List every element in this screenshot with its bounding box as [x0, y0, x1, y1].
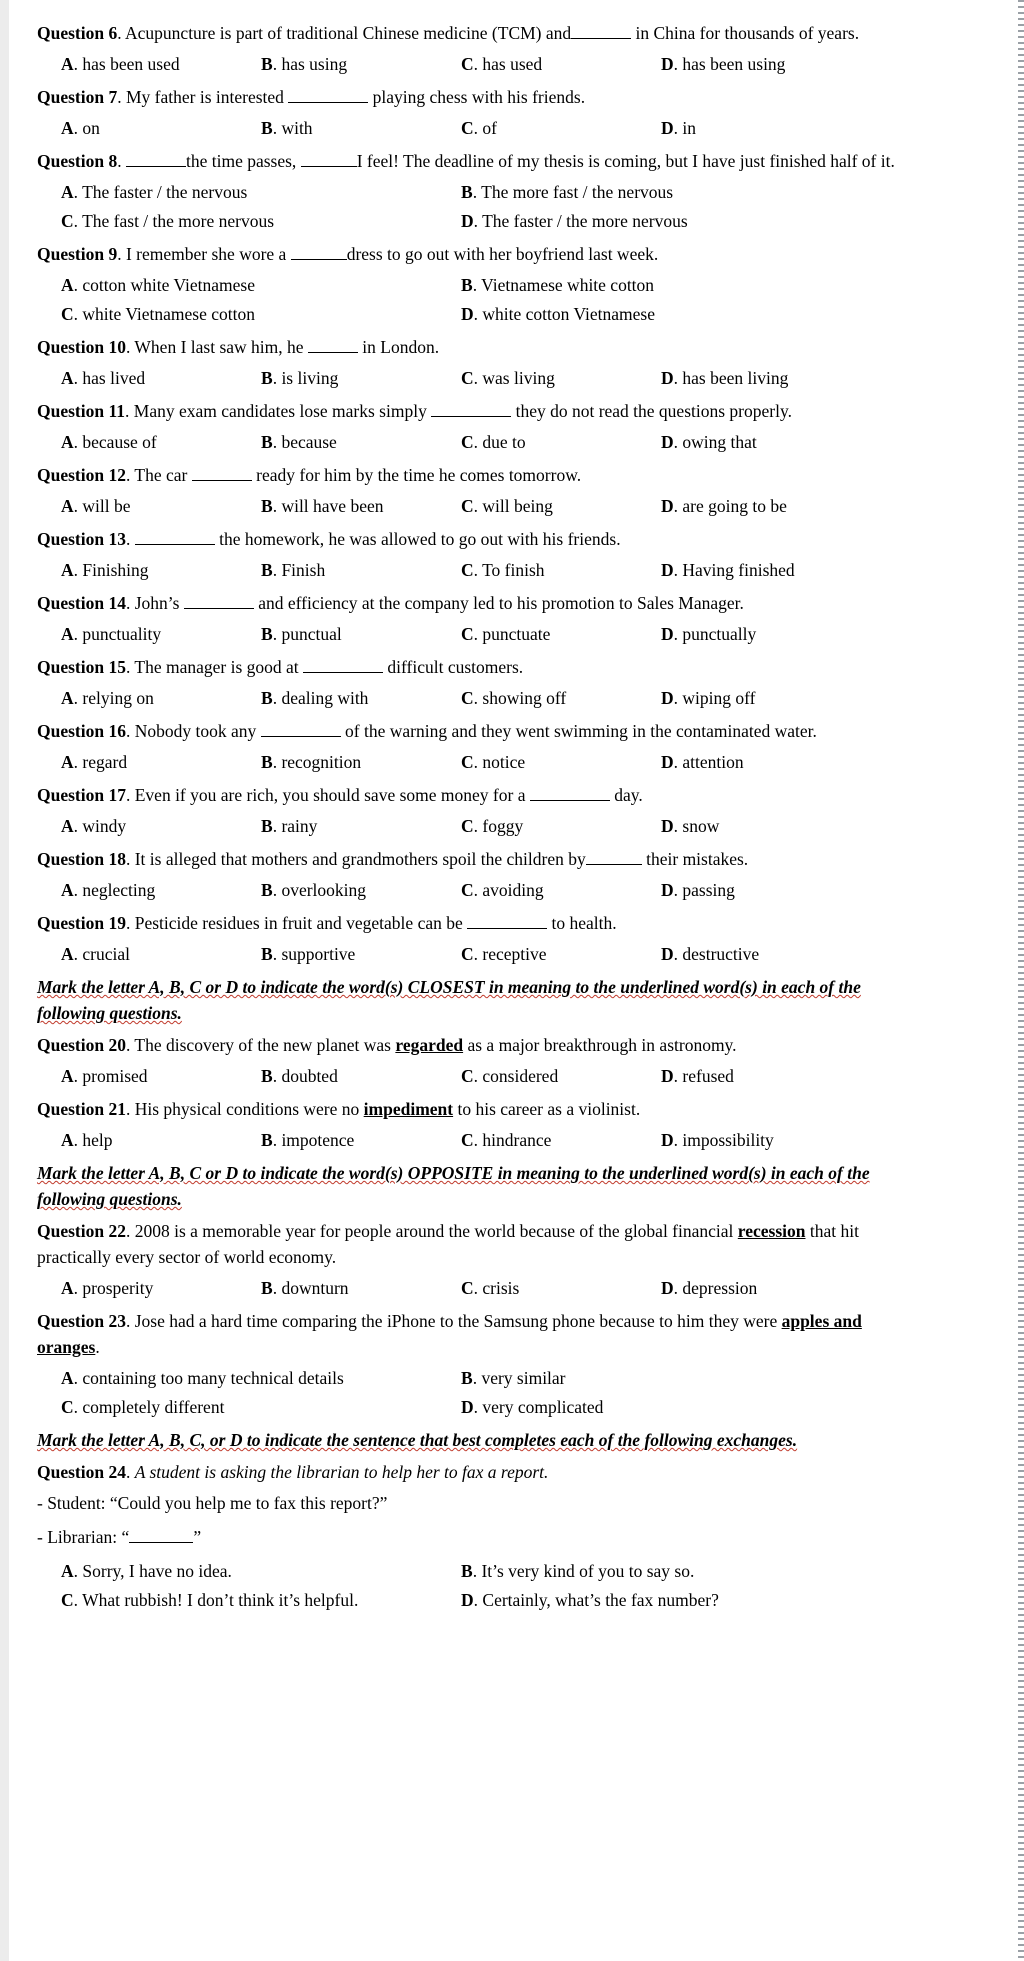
options-q17 [61, 813, 917, 839]
answer-blank [586, 846, 642, 865]
option-a[interactable]: A. help [61, 1130, 113, 1150]
question-12: Question 12. The car ready for him by the time he comes tomorrow. [37, 462, 917, 488]
answer-blank [192, 462, 252, 481]
answer-blank [288, 84, 368, 103]
question-label: Question 22 [37, 1221, 126, 1241]
option-d[interactable]: D. The faster / the more nervous [461, 211, 688, 231]
option-a[interactable]: A. has lived [61, 368, 146, 388]
answer-blank [126, 148, 186, 167]
underlined-word: apples and oranges [37, 1311, 862, 1357]
question-label: Question 6 [37, 23, 118, 43]
option-b[interactable]: B. is living [261, 368, 339, 388]
option-d[interactable]: D. wiping off [661, 688, 756, 708]
options-q24-row2 [61, 1587, 917, 1613]
option-c[interactable]: C. notice [461, 752, 526, 772]
options-q22 [61, 1275, 917, 1301]
question-19: Question 19. Pesticide residues in fruit and vegetable can be to health. [37, 910, 917, 936]
option-b[interactable]: B. dealing with [261, 688, 369, 708]
option-d[interactable]: D. refused [661, 1066, 734, 1086]
option-d[interactable]: D. punctually [661, 624, 757, 644]
question-label: Question 13 [37, 529, 126, 549]
option-b[interactable]: B. It’s very kind of you to say so. [461, 1561, 695, 1581]
question-label: Question 8 [37, 151, 118, 171]
option-a[interactable]: A. will be [61, 496, 131, 516]
dialogue-librarian: - Librarian: “ ” [37, 1524, 917, 1550]
option-a[interactable]: A. crucial [61, 944, 130, 964]
question-22: Question 22. 2008 is a memorable year for people around the world because of the global financial recession that hit practically every sector of world economy. [37, 1221, 859, 1267]
option-a[interactable]: A. on [61, 118, 100, 138]
option-a[interactable]: A. punctuality [61, 624, 162, 644]
right-edge-scrollbar[interactable] [1018, 0, 1024, 1961]
question-label: Question 18 [37, 849, 126, 869]
option-a[interactable]: A. cotton white Vietnamese [61, 275, 255, 295]
answer-blank [467, 910, 547, 929]
option-b[interactable]: B. Vietnamese white cotton [461, 275, 655, 295]
question-label: Question 17 [37, 785, 126, 805]
answer-blank [291, 241, 347, 260]
question-label: Question 21 [37, 1099, 126, 1119]
question-label: Question 12 [37, 465, 126, 485]
options-q19 [61, 941, 917, 967]
option-d[interactable]: D. destructive [661, 944, 760, 964]
option-c[interactable]: C. The fast / the more nervous [61, 211, 275, 231]
option-b[interactable]: B. because [261, 432, 337, 452]
answer-blank [261, 718, 341, 737]
option-a[interactable]: A. has been used [61, 54, 180, 74]
option-c[interactable]: C. What rubbish! I don’t think it’s helpful. [61, 1590, 359, 1610]
option-a[interactable]: A. Finishing [61, 560, 149, 580]
option-a[interactable]: A. neglecting [61, 880, 156, 900]
option-b[interactable]: B. very similar [461, 1368, 566, 1388]
options-q24 [61, 1558, 917, 1584]
option-c[interactable]: C. avoiding [461, 880, 544, 900]
option-c[interactable]: C. completely different [61, 1397, 225, 1417]
question-7: Question 7. My father is interested playing chess with his friends. [37, 84, 917, 110]
question-24: Question 24. A student is asking the librarian to help her to fax a report. [37, 1462, 549, 1482]
option-d[interactable]: D. Having finished [661, 560, 795, 580]
options-q23-row2 [61, 1394, 917, 1420]
answer-blank [431, 398, 511, 417]
question-15: Question 15. The manager is good at difficult customers. [37, 654, 917, 680]
answer-blank [135, 526, 215, 545]
option-b[interactable]: B. downturn [261, 1278, 349, 1298]
options-q15 [61, 685, 917, 711]
question-10: Question 10. When I last saw him, he in London. [37, 334, 917, 360]
option-d[interactable]: D. in [661, 118, 697, 138]
option-d[interactable]: D. has been using [661, 54, 786, 74]
question-8: Question 8. the time passes, I feel! The deadline of my thesis is coming, but I have just finished half of it. [37, 148, 917, 174]
question-label: Question 10 [37, 337, 126, 357]
option-d[interactable]: D. attention [661, 752, 744, 772]
option-d[interactable]: D. Certainly, what’s the fax number? [461, 1590, 719, 1610]
option-a[interactable]: A. because of [61, 432, 157, 452]
option-a[interactable]: A. relying on [61, 688, 154, 708]
options-q12 [61, 493, 917, 519]
answer-blank [571, 20, 631, 39]
option-b[interactable]: B. punctual [261, 624, 342, 644]
answer-blank [129, 1524, 193, 1543]
question-text: . Acupuncture is part of traditional Chinese medicine (TCM) and [117, 23, 572, 43]
question-text: in China for thousands of years. [631, 23, 860, 43]
question-label: Question 19 [37, 913, 126, 933]
option-d[interactable]: D. has been living [661, 368, 789, 388]
option-a[interactable]: A. prosperity [61, 1278, 154, 1298]
question-label: Question 7 [37, 87, 118, 107]
question-9: Question 9. I remember she wore a dress to go out with her boyfriend last week. [37, 241, 917, 267]
underlined-word: regarded [395, 1035, 464, 1055]
options-q18 [61, 877, 917, 903]
question-6 [37, 20, 917, 46]
question-label: Question 15 [37, 657, 126, 677]
section-instruction-opposite: Mark the letter A, B, C or D to indicate the word(s) OPPOSITE in meaning to the underlined word(s) in each of the following questions. [37, 1163, 870, 1209]
option-c[interactable]: C. foggy [461, 816, 524, 836]
question-21: Question 21. His physical conditions were no impediment to his career as a violinist. [37, 1099, 641, 1119]
question-18: Question 18. It is alleged that mothers and grandmothers spoil the children by their mistakes. [37, 846, 917, 872]
option-d[interactable]: D. passing [661, 880, 735, 900]
option-d[interactable]: D. very complicated [461, 1397, 604, 1417]
options-q14 [61, 621, 917, 647]
option-d[interactable]: D. snow [661, 816, 720, 836]
options-q6 [61, 51, 917, 77]
option-c[interactable]: C. crisis [461, 1278, 520, 1298]
option-c[interactable]: C. has used [461, 54, 543, 74]
question-label: Question 16 [37, 721, 126, 741]
underlined-word: impediment [363, 1099, 454, 1119]
question-label: Question 20 [37, 1035, 126, 1055]
option-b[interactable]: B. recognition [261, 752, 362, 772]
option-a[interactable]: A. regard [61, 752, 128, 772]
answer-blank [184, 590, 254, 609]
question-13: Question 13. the homework, he was allowed to go out with his friends. [37, 526, 917, 552]
option-c[interactable]: C. white Vietnamese cotton [61, 304, 255, 324]
option-c[interactable]: C. considered [461, 1066, 559, 1086]
option-c[interactable]: C. will being [461, 496, 553, 516]
underlined-word: recession [737, 1221, 806, 1241]
option-c[interactable]: C. showing off [461, 688, 567, 708]
option-b[interactable]: B. The more fast / the nervous [461, 182, 674, 202]
options-q8 [61, 179, 917, 205]
option-c[interactable]: C. To finish [461, 560, 545, 580]
option-a[interactable]: A. Sorry, I have no idea. [61, 1561, 232, 1581]
options-q13 [61, 557, 917, 583]
question-23: Question 23. Jose had a hard time comparing the iPhone to the Samsung phone because to him they were apples and oranges. [37, 1311, 862, 1357]
option-b[interactable]: B. has using [261, 54, 348, 74]
option-d[interactable]: D. are going to be [661, 496, 787, 516]
options-q21 [61, 1127, 917, 1153]
document-body [37, 20, 917, 1620]
option-b[interactable]: B. impotence [261, 1130, 355, 1150]
option-b[interactable]: B. overlooking [261, 880, 367, 900]
option-b[interactable]: B. with [261, 118, 313, 138]
option-c[interactable]: C. receptive [461, 944, 547, 964]
option-b[interactable]: B. supportive [261, 944, 356, 964]
options-q20 [61, 1063, 917, 1089]
option-d[interactable]: D. white cotton Vietnamese [461, 304, 655, 324]
option-b[interactable]: B. doubted [261, 1066, 338, 1086]
answer-blank [308, 334, 358, 353]
option-c[interactable]: C. due to [461, 432, 526, 452]
options-q10 [61, 365, 917, 391]
answer-blank [530, 782, 610, 801]
option-a[interactable]: A. The faster / the nervous [61, 182, 248, 202]
answer-blank [303, 654, 383, 673]
answer-blank [301, 148, 357, 167]
options-q9-row2 [61, 301, 917, 327]
option-a[interactable]: A. windy [61, 816, 127, 836]
options-q16 [61, 749, 917, 775]
options-q9 [61, 272, 917, 298]
option-d[interactable]: D. depression [661, 1278, 758, 1298]
question-20: Question 20. The discovery of the new planet was regarded as a major breakthrough in astronomy. [37, 1035, 737, 1055]
options-q8-row2 [61, 208, 917, 234]
section-instruction-exchange: Mark the letter A, B, C, or D to indicate the sentence that best completes each of the following exchanges. [37, 1430, 798, 1450]
question-label: Question 11 [37, 401, 126, 421]
options-q11 [61, 429, 917, 455]
options-q23 [61, 1365, 917, 1391]
question-14: Question 14. John’s and efficiency at the company led to his promotion to Sales Manager. [37, 590, 917, 616]
option-d[interactable]: D. impossibility [661, 1130, 774, 1150]
section-instruction-closest: Mark the letter A, B, C or D to indicate the word(s) CLOSEST in meaning to the underlined word(s) in each of the following questions. [37, 977, 861, 1023]
question-16: Question 16. Nobody took any of the warning and they went swimming in the contaminated water. [37, 718, 917, 744]
left-margin-strip [0, 0, 9, 1961]
option-a[interactable]: A. containing too many technical details [61, 1368, 344, 1388]
dialogue-student: - Student: “Could you help me to fax this report?” [37, 1493, 388, 1513]
question-17: Question 17. Even if you are rich, you should save some money for a day. [37, 782, 917, 808]
option-c[interactable]: C. of [461, 118, 497, 138]
option-b[interactable]: B. Finish [261, 560, 326, 580]
option-c[interactable]: C. punctuate [461, 624, 551, 644]
options-q7 [61, 115, 917, 141]
option-c[interactable]: C. hindrance [461, 1130, 552, 1150]
question-label: Question 9 [37, 244, 118, 264]
option-a[interactable]: A. promised [61, 1066, 148, 1086]
question-label: Question 14 [37, 593, 126, 613]
option-d[interactable]: D. owing that [661, 432, 757, 452]
option-b[interactable]: B. will have been [261, 496, 384, 516]
question-label: Question 24 [37, 1462, 126, 1482]
question-label: Question 23 [37, 1311, 126, 1331]
question-11: Question 11. Many exam candidates lose marks simply they do not read the questions properly. [37, 398, 917, 424]
option-b[interactable]: B. rainy [261, 816, 318, 836]
option-c[interactable]: C. was living [461, 368, 555, 388]
